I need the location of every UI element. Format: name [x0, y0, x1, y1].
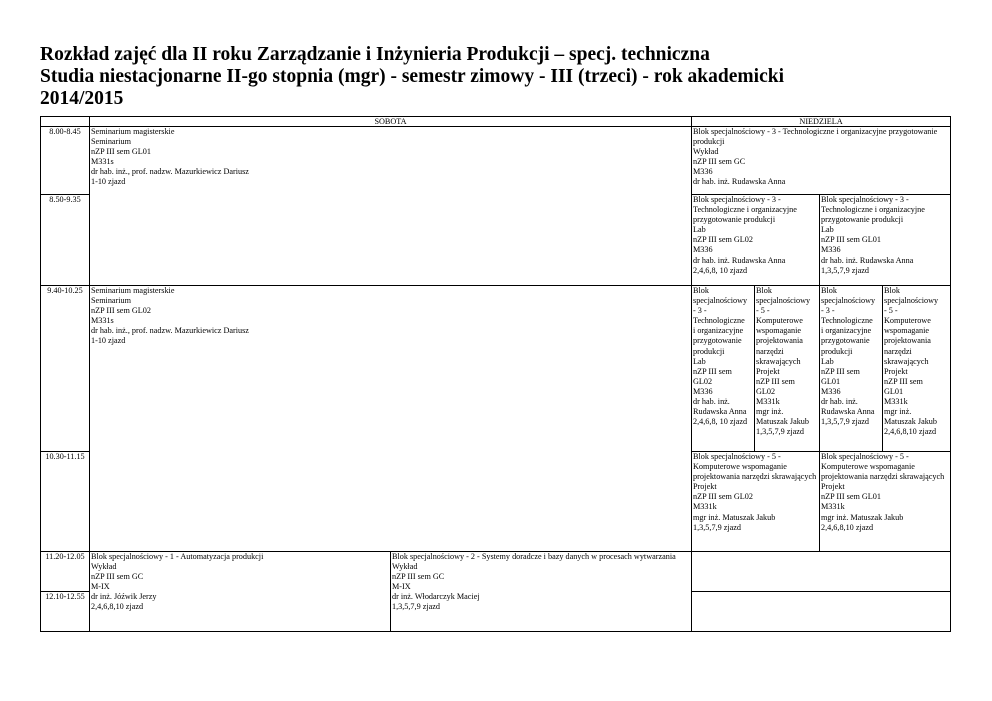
cell-text-line: specjalnościowy	[821, 296, 876, 306]
sunday-empty-slot-5	[692, 552, 951, 592]
cell-text-line: Komputerowe	[756, 316, 803, 326]
cell-text-line: - 5 -	[756, 306, 770, 316]
cell-text-line: dr inż. Jóźwik Jerzy	[91, 592, 157, 602]
cell-text-line: dr hab. inż.	[821, 397, 858, 407]
cell-text-line: nZP III sem GC	[392, 572, 445, 582]
time-slot-2: 8.50-9.35	[41, 195, 90, 286]
cell-text-line: 2,4,6,8,10 zjazd	[91, 602, 144, 612]
cell-text-line: Technologiczne	[821, 316, 873, 326]
sunday-lab-gl01	[820, 195, 951, 286]
schedule-table	[40, 116, 951, 632]
cell-text-line: dr inż. Włodarczyk Maciej	[392, 592, 480, 602]
cell-text-line: Seminarium magisterskie	[91, 286, 175, 295]
cell-text-line: mgr inż. Matuszak Jakub	[693, 512, 776, 522]
sunday-project-gl02-narrow	[755, 286, 820, 452]
cell-text-line: dr hab. inż., prof. nadzw. Mazurkiewicz Dariusz	[91, 326, 249, 336]
cell-text-line: 1-10 zjazd	[91, 177, 126, 187]
cell-text-line: Blok	[693, 286, 709, 295]
cell-text-line: nZP III sem GL01	[821, 235, 881, 245]
cell-text-line: Lab	[693, 225, 706, 235]
cell-text-line: Rudawska Anna	[821, 407, 875, 417]
cell-text-line: - 3 -	[693, 306, 707, 316]
cell-text-line: 2,4,6,8,10 zjazd	[821, 522, 874, 532]
saturday-seminar-gl01	[90, 127, 692, 286]
sunday-project-gl01-narrow	[883, 286, 951, 452]
cell-text-line: Lab	[821, 225, 834, 235]
cell-text-line: Komputerowe	[884, 316, 931, 326]
saturday-block2-systems	[391, 552, 692, 632]
cell-text-line: i organizacyjne	[821, 326, 872, 336]
cell-text-line: Blok	[756, 286, 772, 295]
cell-text-line: specjalnościowy	[884, 296, 939, 306]
cell-text-line: projektowania	[884, 336, 931, 346]
cell-text-line: mgr inż.	[756, 407, 784, 417]
time-slot-3: 9.40-10.25	[41, 286, 90, 452]
cell-text-line: M331s	[91, 316, 114, 326]
cell-text-line: 2,4,6,8, 10 zjazd	[693, 265, 748, 275]
cell-text-line: GL02	[693, 376, 713, 386]
cell-text-line: nZP III sem	[756, 376, 795, 386]
cell-text-line: GL02	[756, 386, 776, 396]
cell-text-line: Blok specjalnościowy - 1 - Automatyzacja produkcji	[91, 552, 264, 561]
cell-text-line: 1,3,5,7,9 zjazd	[392, 602, 440, 612]
cell-text-line: narzędzi	[756, 346, 784, 356]
cell-text-line: mgr inż.	[884, 407, 912, 417]
cell-text-line: M336	[821, 386, 841, 396]
cell-text-line: M331k	[884, 397, 908, 407]
cell-text-line: M331k	[821, 502, 845, 512]
cell-text-line: Rudawska Anna	[693, 407, 747, 417]
cell-text-line: nZP III sem GL02	[91, 306, 151, 316]
cell-text-line: 1-10 zjazd	[91, 336, 126, 346]
cell-text-line: nZP III sem GC	[91, 572, 144, 582]
cell-text-line: nZP III sem GL02	[693, 492, 753, 502]
cell-text-line: Lab	[821, 356, 834, 366]
cell-text-line: projektowania	[756, 336, 803, 346]
cell-text-line: Wykład	[392, 562, 418, 572]
cell-text-line: 1,3,5,7,9 zjazd	[756, 427, 804, 437]
time-slot-5: 11.20-12.05	[41, 552, 90, 592]
cell-text-line: 1,3,5,7,9 zjazd	[693, 522, 741, 532]
sunday-lab-gl02	[692, 195, 820, 286]
cell-text-line: M-IX	[392, 582, 411, 592]
cell-text-line: 1,3,5,7,9 zjazd	[821, 417, 869, 427]
sunday-lab-gl02-narrow	[692, 286, 755, 452]
cell-text-line: M331s	[91, 157, 114, 167]
cell-text-line: GL01	[821, 376, 841, 386]
cell-text-line: dr hab. inż., prof. nadzw. Mazurkiewicz Dariusz	[91, 167, 249, 177]
cell-text-line: Blok specjalnościowy - 5 - Komputerowe wspomaganie projektowania narzędzi skrawających	[821, 452, 945, 482]
cell-text-line: nZP III sem	[884, 376, 923, 386]
header-sunday: NIEDZIELA	[692, 117, 951, 127]
cell-text-line: M336	[821, 245, 841, 255]
sunday-lecture-gc	[692, 127, 951, 195]
cell-text-line: przygotowanie	[693, 336, 742, 346]
cell-text-line: M336	[693, 167, 713, 177]
cell-text-line: M336	[693, 245, 713, 255]
cell-text-line: wspomaganie	[884, 326, 930, 336]
header-saturday: SOBOTA	[90, 117, 692, 127]
cell-text-line: M336	[693, 386, 713, 396]
cell-text-line: skrawających	[884, 356, 929, 366]
cell-text-line: 1,3,5,7,9 zjazd	[821, 265, 869, 275]
cell-text-line: nZP III sem GL02	[693, 235, 753, 245]
cell-text-line: GL01	[884, 386, 904, 396]
cell-text-line: Blok specjalnościowy - 3 - Technologiczne i organizacyjne przygotowanie produkcji	[693, 195, 799, 225]
cell-text-line: Blok specjalnościowy - 3 - Technologiczne i organizacyjne przygotowanie produkcji	[821, 195, 927, 225]
cell-text-line: Wykład	[693, 147, 719, 157]
cell-text-line: Projekt	[884, 366, 908, 376]
page-title	[40, 44, 940, 110]
cell-text-line: dr hab. inż. Rudawska Anna	[693, 255, 786, 265]
cell-text-line: Seminarium	[91, 137, 132, 147]
cell-text-line: Wykład	[91, 562, 117, 572]
cell-text-line: 2,4,6,8,10 zjazd	[884, 427, 937, 437]
cell-text-line: Blok	[821, 286, 837, 295]
cell-text-line: dr hab. inż. Rudawska Anna	[693, 177, 786, 187]
cell-text-line: specjalnościowy	[756, 296, 811, 306]
sunday-lab-gl01-narrow	[820, 286, 883, 452]
time-slot-1: 8.00-8.45	[41, 127, 90, 195]
sunday-empty-slot-6	[692, 592, 951, 632]
sunday-project-gl02	[692, 452, 820, 552]
cell-text-line: Matuszak Jakub	[756, 417, 809, 427]
cell-text-line: przygotowanie	[821, 336, 870, 346]
cell-text-line: wspomaganie	[756, 326, 802, 336]
cell-text-line: M331k	[756, 397, 780, 407]
cell-text-line: Projekt	[821, 482, 845, 492]
time-slot-4: 10.30-11.15	[41, 452, 90, 552]
cell-text-line: nZP III sem GL01	[821, 492, 881, 502]
cell-text-line: i organizacyjne	[693, 326, 744, 336]
saturday-block1-automation	[90, 552, 391, 632]
cell-text-line: skrawających	[756, 356, 801, 366]
cell-text-line: Blok specjalnościowy - 5 - Komputerowe wspomaganie projektowania narzędzi skrawających	[693, 452, 817, 482]
cell-text-line: Lab	[693, 356, 706, 366]
cell-text-line: Seminarium	[91, 296, 132, 306]
cell-text-line: nZP III sem GL01	[91, 147, 151, 157]
cell-text-line: Technologiczne	[693, 316, 745, 326]
cell-text-line: produkcji	[693, 346, 725, 356]
cell-text-line: Projekt	[693, 482, 717, 492]
cell-text-line: - 5 -	[884, 306, 898, 316]
cell-text-line: Seminarium magisterskie	[91, 127, 175, 136]
cell-text-line: dr hab. inż.	[693, 397, 730, 407]
cell-text-line: dr hab. inż. Rudawska Anna	[821, 255, 914, 265]
cell-text-line: nZP III sem	[693, 366, 732, 376]
cell-text-line: Matuszak Jakub	[884, 417, 937, 427]
cell-text-line: Blok specjalnościowy - 2 - Systemy doradcze i bazy danych w procesach wytwarzania	[392, 552, 676, 561]
cell-text-line: nZP III sem	[821, 366, 860, 376]
title-line-2: Studia niestacjonarne II-go stopnia (mgr) - semestr zimowy - III (trzeci) - rok akademicki	[40, 66, 784, 87]
cell-text-line: 2,4,6,8, 10 zjazd	[693, 417, 748, 427]
cell-text-line: narzędzi	[884, 346, 912, 356]
cell-text-line: Projekt	[756, 366, 780, 376]
cell-text-line: mgr inż. Matuszak Jakub	[821, 512, 904, 522]
cell-text-line: specjalnościowy	[693, 296, 748, 306]
cell-text-line: - 3 -	[821, 306, 835, 316]
corner-cell	[41, 117, 90, 127]
cell-text-line: M331k	[693, 502, 717, 512]
time-slot-6: 12.10-12.55	[41, 592, 90, 632]
cell-text-line: nZP III sem GC	[693, 157, 746, 167]
cell-text-line: Blok	[884, 286, 900, 295]
saturday-seminar-gl02	[90, 286, 692, 552]
sunday-project-gl01	[820, 452, 951, 552]
cell-text-line: M-IX	[91, 582, 110, 592]
title-line-1: Rozkład zajęć dla II roku Zarządzanie i Inżynieria Produkcji – specj. techniczna	[40, 44, 710, 65]
title-line-3: 2014/2015	[40, 88, 124, 109]
cell-text-line: produkcji	[821, 346, 853, 356]
cell-text-line: Blok specjalnościowy - 3 - Technologiczne i organizacyjne przygotowanie produkcji	[693, 127, 940, 147]
